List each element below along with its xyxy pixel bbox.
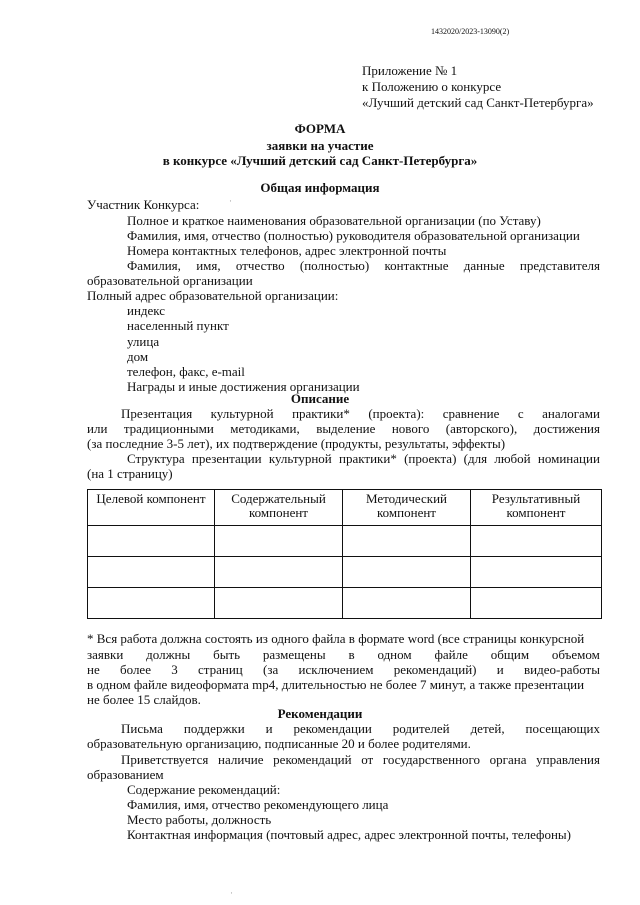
word: органа	[489, 752, 527, 767]
word: методиками,	[230, 421, 300, 436]
address-item-locality: населенный пункт	[127, 318, 229, 333]
word: Фамилия,	[127, 258, 181, 273]
word: детей,	[470, 721, 505, 736]
recommendations-item-3: Контактная информация (почтовый адрес, адрес электронной почты, телефоны)	[127, 827, 571, 842]
recommendations-item-1: Фамилия, имя, отчество рекомендующего лица	[127, 797, 389, 812]
word: представителя	[519, 258, 600, 273]
table-cell[interactable]	[88, 526, 215, 557]
note-line-2	[87, 647, 600, 662]
table-cell[interactable]	[471, 557, 602, 588]
word: или	[87, 421, 108, 436]
word: номинации	[537, 451, 600, 466]
representative-line-cont: образовательной организации	[87, 273, 253, 288]
table-cell[interactable]	[343, 526, 471, 557]
word: Презентация	[121, 406, 193, 421]
general-item-2: Фамилия, имя, отчество (полностью) руководителя образовательной организации	[127, 228, 580, 243]
word: сравнение	[442, 406, 500, 421]
word: поддержки	[183, 721, 245, 736]
word: объемом	[551, 647, 600, 662]
word: аналогами	[542, 406, 600, 421]
word: управления	[536, 752, 600, 767]
general-info-heading: Общая информация	[260, 180, 380, 195]
representative-line	[127, 258, 600, 273]
table-cell[interactable]	[471, 588, 602, 619]
note-line-1: * Вся работа должна состоять из одного файла в формате word (все страницы конкурсной	[87, 631, 585, 646]
table-cell[interactable]	[471, 526, 602, 557]
table-row	[88, 526, 602, 557]
document-number: 1432020/2023-13090(2)	[431, 27, 510, 36]
awards-item: Награды и иные достижения организации	[127, 379, 360, 394]
word: рекомендации	[293, 721, 372, 736]
participant-label: Участник Конкурса:	[87, 197, 200, 212]
appendix-line-2: к Положению о конкурсе	[362, 79, 502, 94]
table-cell[interactable]	[343, 557, 471, 588]
word: (за	[263, 662, 279, 677]
form-title: ФОРМА	[294, 121, 346, 136]
form-subtitle-2: в конкурсе «Лучший детский сад Санкт-Петербурга»	[162, 153, 478, 168]
word: (для	[463, 451, 488, 466]
appendix-line-3: «Лучший детский сад Санкт-Петербурга»	[362, 95, 594, 110]
word: видео-работы	[524, 662, 600, 677]
word: культурной	[268, 451, 332, 466]
word: (проекта):	[368, 406, 425, 421]
word: рекомендаций)	[393, 662, 477, 677]
table-cell[interactable]	[215, 526, 343, 557]
word: исключением	[298, 662, 374, 677]
stray-mark: ·	[229, 196, 232, 206]
word: посещающих	[525, 721, 600, 736]
structure-table	[87, 489, 602, 619]
word: нового	[391, 421, 430, 436]
address-item-house: дом	[127, 349, 149, 364]
word: отчество	[235, 258, 285, 273]
word: в	[348, 647, 355, 662]
recommendations-content-label: Содержание рекомендаций:	[127, 782, 281, 797]
table-row	[88, 557, 602, 588]
word: практики*	[339, 451, 397, 466]
word: данные	[463, 258, 505, 273]
word: любой	[494, 451, 531, 466]
table-cell[interactable]	[88, 588, 215, 619]
word: практики*	[292, 406, 350, 421]
address-item-street: улица	[127, 334, 160, 349]
address-item-index: индекс	[127, 303, 166, 318]
table-cell[interactable]	[88, 557, 215, 588]
address-label: Полный адрес образовательной организации:	[87, 288, 339, 303]
header-target-component: Целевой компонент	[88, 490, 215, 526]
word: и	[496, 662, 504, 677]
header-methodical-component: Методический компонент	[343, 490, 471, 526]
word: страниц	[198, 662, 243, 677]
word: Приветствуется	[121, 752, 209, 767]
description-heading: Описание	[290, 391, 350, 406]
word: достижения	[533, 421, 600, 436]
description-p1-line1	[121, 406, 600, 421]
word: Письма	[121, 721, 163, 736]
table-cell[interactable]	[343, 588, 471, 619]
note-line-5: не более 15 слайдов.	[87, 692, 201, 707]
word: презентации	[191, 451, 262, 466]
recommendations-p2-line2: образованием	[87, 767, 164, 782]
word: культурной	[210, 406, 274, 421]
table-cell[interactable]	[215, 588, 343, 619]
word: быть	[213, 647, 241, 662]
word: Структура	[127, 451, 185, 466]
word: от	[361, 752, 374, 767]
word: заявки	[87, 647, 124, 662]
general-item-1: Полное и краткое наименования образовательной организации (по Уставу)	[127, 213, 541, 228]
header-content-component: Содержательный компонент	[215, 490, 343, 526]
recommendations-heading: Рекомендации	[277, 706, 363, 721]
recommendations-item-2: Место работы, должность	[127, 812, 272, 827]
page-mark: ·	[230, 888, 233, 898]
word: контактные	[384, 258, 449, 273]
word: наличие	[217, 752, 264, 767]
recommendations-p1-line2: образовательную организацию, подписанные 20 и более родителями.	[87, 736, 471, 751]
table-row	[88, 588, 602, 619]
word: с	[517, 406, 524, 421]
word: традиционными	[123, 421, 214, 436]
word: (авторского),	[445, 421, 518, 436]
word: (полностью)	[299, 258, 370, 273]
table-header-row	[88, 490, 602, 526]
note-line-3	[87, 662, 600, 677]
word: и	[265, 721, 273, 736]
appendix-line-1: Приложение № 1	[362, 63, 458, 78]
description-p2-line1	[127, 451, 600, 466]
word: (проекта)	[404, 451, 457, 466]
word: имя,	[196, 258, 221, 273]
word: 3	[171, 662, 178, 677]
word: более	[120, 662, 151, 677]
word: должны	[146, 647, 191, 662]
recommendations-p2-line1	[121, 752, 600, 767]
word: одном	[377, 647, 412, 662]
word: размещены	[262, 647, 326, 662]
description-p1-line3: (за последние 3-5 лет), их подтверждение (продукты, результаты, эффекты)	[87, 436, 506, 451]
header-result-component: Результативный компонент	[471, 490, 602, 526]
general-item-3: Номера контактных телефонов, адрес электронной почты	[127, 243, 447, 258]
description-p1-line2	[87, 421, 600, 436]
note-line-4: в одном файле видеоформата mp4, длительностью не более 7 минут, а также презентации	[87, 677, 585, 692]
word: государственного	[382, 752, 481, 767]
word: не	[87, 662, 100, 677]
recommendations-p1-line1	[121, 721, 600, 736]
word: файле	[434, 647, 468, 662]
table-cell[interactable]	[215, 557, 343, 588]
address-item-contacts: телефон, факс, e-mail	[127, 364, 245, 379]
word: общим	[490, 647, 530, 662]
word: выделение	[316, 421, 376, 436]
word: родителей	[392, 721, 450, 736]
word: рекомендаций	[273, 752, 352, 767]
description-p2-line2: (на 1 страницу)	[87, 466, 173, 481]
form-subtitle-1: заявки на участие	[266, 138, 374, 153]
